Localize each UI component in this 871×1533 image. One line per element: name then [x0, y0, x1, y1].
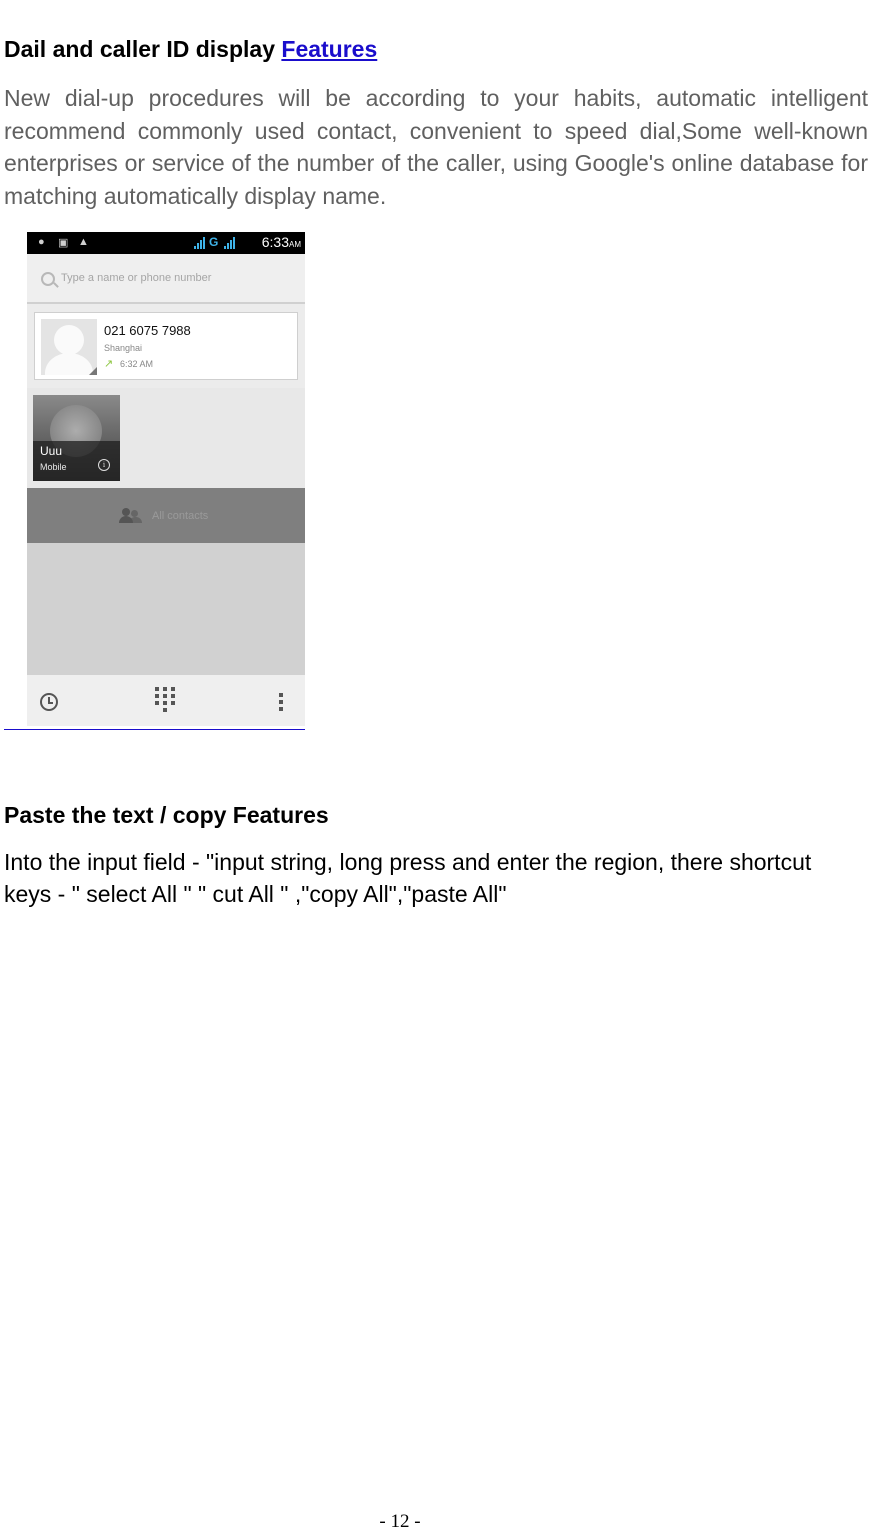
warning-icon: ▲ [78, 236, 89, 248]
page-number: - 12 - [379, 1511, 421, 1532]
network-type: G [209, 235, 219, 249]
recent-call-card[interactable] [34, 312, 298, 380]
info-icon[interactable]: i [98, 459, 110, 471]
section-heading-dialer [4, 36, 377, 63]
search-bar[interactable] [27, 254, 305, 304]
recent-call-location: Shanghai [104, 343, 143, 353]
contact-avatar [41, 319, 97, 375]
heading-text: Dail and caller ID display [4, 36, 282, 62]
search-placeholder: Type a name or phone number [61, 272, 212, 284]
overflow-menu-icon[interactable] [279, 693, 283, 711]
section-heading-paste: Paste the text / copy Features [4, 802, 329, 828]
image-icon: ▣ [58, 237, 69, 249]
favorite-type: Mobile [40, 462, 67, 472]
dialpad-icon[interactable] [155, 687, 177, 717]
favorite-name: Uuu [40, 444, 63, 458]
signal-icon [194, 237, 208, 249]
status-bar [27, 232, 305, 254]
recent-call-number: 021 6075 7988 [104, 323, 191, 338]
favorite-contact-tile[interactable] [33, 395, 120, 481]
bottom-nav-bar [27, 675, 305, 726]
signal-icon-2 [224, 237, 238, 249]
recent-call-section [27, 304, 305, 388]
recent-call-time: 6:32 AM [120, 359, 154, 369]
search-icon [41, 272, 55, 286]
image-link-underline [4, 729, 305, 730]
phone-screenshot [27, 232, 305, 726]
all-contacts-label: All contacts [152, 510, 209, 522]
features-link[interactable]: Features [281, 36, 378, 62]
status-time: 6:33AM [261, 234, 301, 250]
all-contacts-button[interactable] [27, 488, 305, 543]
clock-icon[interactable] [40, 693, 58, 711]
paste-description: Into the input field - "input string, long press and enter the region, there shortcut keys - " select All " " cut All " ,"copy All","paste All" [4, 849, 812, 907]
lock-icon: ● [38, 236, 45, 248]
contacts-icon [119, 506, 143, 524]
favorites-section [27, 388, 305, 488]
outgoing-call-icon: ↗ [104, 358, 114, 370]
dialer-description: New dial-up procedures will be according to your habits, automatic intelligent recommend commonly used contact, convenient to speed dial,Some well-known enterprises or service of the number of the caller, using Google's online database for matching automatically display name. [4, 85, 868, 209]
